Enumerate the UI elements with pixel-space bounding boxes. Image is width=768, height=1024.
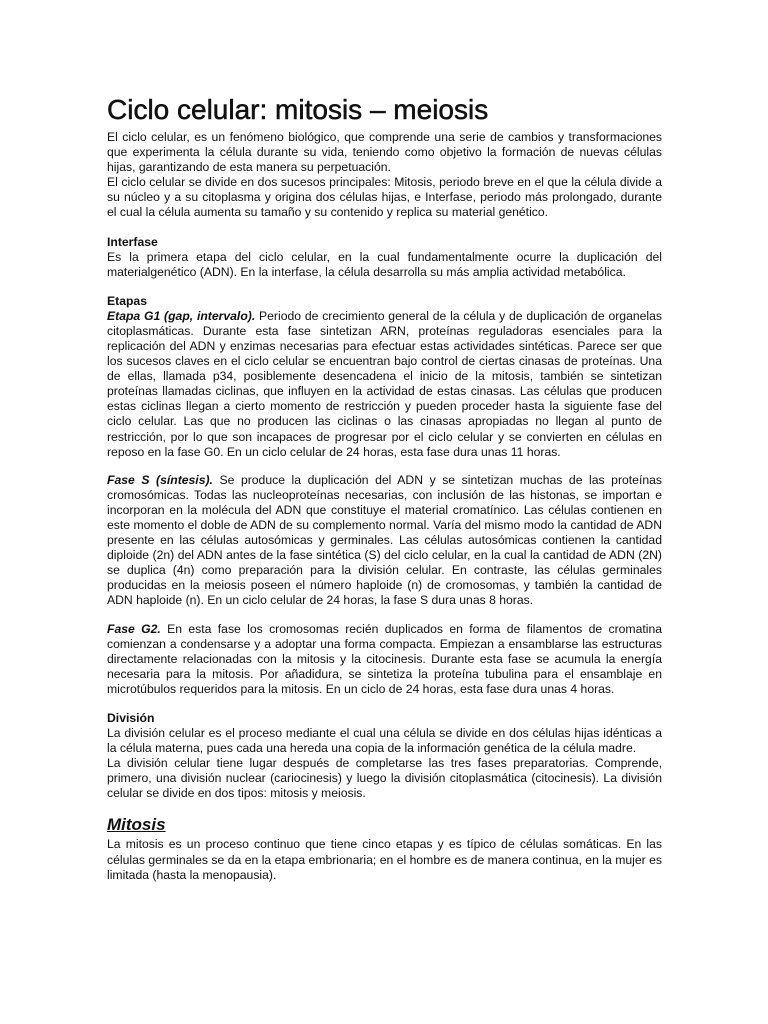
division-heading: División	[107, 711, 155, 725]
s-paragraph	[107, 473, 662, 609]
intro-paragraph-2: El ciclo celular se divide en dos sucesos principales: Mitosis, periodo breve en el que la célula divide a su núcleo y a su citoplasma y origina dos células hijas, e Interfase, periodo más prolongado, durante el cual la célula aumenta su tamaño y su contenido y replica su material genético.	[107, 175, 662, 220]
interfase-paragraph: Es la primera etapa del ciclo celular, en la cual fundamentalmente ocurre la duplicación del materialgenético (ADN). En la interfase, la célula desarrolla su más amplia actividad metabólica.	[107, 249, 662, 279]
etapas-heading: Etapas	[107, 293, 147, 308]
intro-paragraph-1: El ciclo celular, es un fenómeno biológico, que comprende una serie de cambios y transformaciones que experimenta la célula durante su vida, teniendo como objetivo la formación de nuevas células hijas, garantizando de esta manera su perpetuación.	[107, 130, 662, 175]
g2-text: En esta fase los cromosomas recién duplicados en forma de filamentos de cromatina comienzan a condensarse y a adoptar una forma compacta. Empiezan a ensamblarse las estructuras directamente relacionadas con la mitosis y la citocinesis. Durante esta fase se acumula la energía necesaria para la mitosis. Por añadidura, se sintetiza la proteína tubulina para el ensamblaje en microtúbulos requeridos para la mitosis. En un ciclo de 24 horas, esta fase dura unas 4 horas.	[107, 621, 662, 696]
g1-text: Periodo de crecimiento general de la célula y de duplicación de organelas citoplasmáticas. Durante esta fase sintetizan ARN, proteínas reguladoras esenciales para la replicación del ADN y enzimas necesarias para efectuar estas actividades sintéticas. Parece ser que los sucesos claves en el ciclo celular se encuentran bajo control de ciertas cinasas de proteínas. Una de ellas, llamada p34, posiblemente desencadena el inicio de la mitosis, también se sintetizan proteínas llamadas ciclinas, que influyen en la actividad de estas cinasas. Las células que producen estas ciclinas llegan a cierto momento de restricción y pueden proceder hasta la siguiente fase del ciclo celular. Las que no producen las ciclinas o las cinasas apropiadas no llegan al punto de restricción, por lo que son incapaces de progresar por el ciclo celular y se convierten en células en reposo en la fase G0. En un ciclo celular de 24 horas, esta fase dura unas 11 horas.	[107, 308, 662, 459]
s-lead: Fase S (síntesis).	[107, 472, 213, 487]
g2-lead: Fase G2.	[107, 621, 161, 636]
page-title: Ciclo celular: mitosis – meiosis	[107, 94, 489, 125]
division-paragraph-2: La división celular tiene lugar después de completarse las tres fases preparatorias. Comprende, primero, una división nuclear (cariocinesis) y luego la división citoplasmática (citocinesis). La división celular se divide en dos tipos: mitosis y meiosis.	[107, 756, 662, 801]
mitosis-paragraph: La mitosis es un proceso continuo que tiene cinco etapas y es típico de células somáticas. En las células germinales se da en la etapa embrionaria; en el hombre es de manera continua, en la mujer es limitada (hasta la menopausia).	[107, 837, 662, 882]
s-text: Se produce la duplicación del ADN y se sintetizan muchas de las proteínas cromosómicas. Todas las nucleoproteínas necesarias, con inclusión de las histonas, se importan e incorporan en la molécula del ADN que constituye el material cromatínico. Las células contienen en este momento el doble de ADN de su complemento normal. Varía del mismo modo la cantidad de ADN presente en las células autosómicas y germinales. Las células autosómicas contienen la cantidad diploide (2n) del ADN antes de la fase sintética (S) del ciclo celular, en la cual la cantidad de ADN (2N) se duplica (4n) como preparación para la división celular. En contraste, las células germinales producidas en la meiosis poseen el número haploide (n) de cromosomas, y también la cantidad de ADN haploide (n). En un ciclo celular de 24 horas, la fase S dura unas 8 horas.	[107, 472, 662, 608]
g2-paragraph	[107, 622, 662, 697]
division-paragraph-1: La división celular es el proceso mediante el cual una célula se divide en dos células hijas idénticas a la célula materna, pues cada una hereda una copia de la información genética de la célula madre.	[107, 726, 662, 756]
interfase-heading: Interfase	[107, 234, 158, 249]
mitosis-heading: Mitosis	[107, 815, 166, 835]
g1-paragraph	[107, 309, 662, 460]
g1-lead: Etapa G1 (gap, intervalo).	[107, 308, 256, 323]
